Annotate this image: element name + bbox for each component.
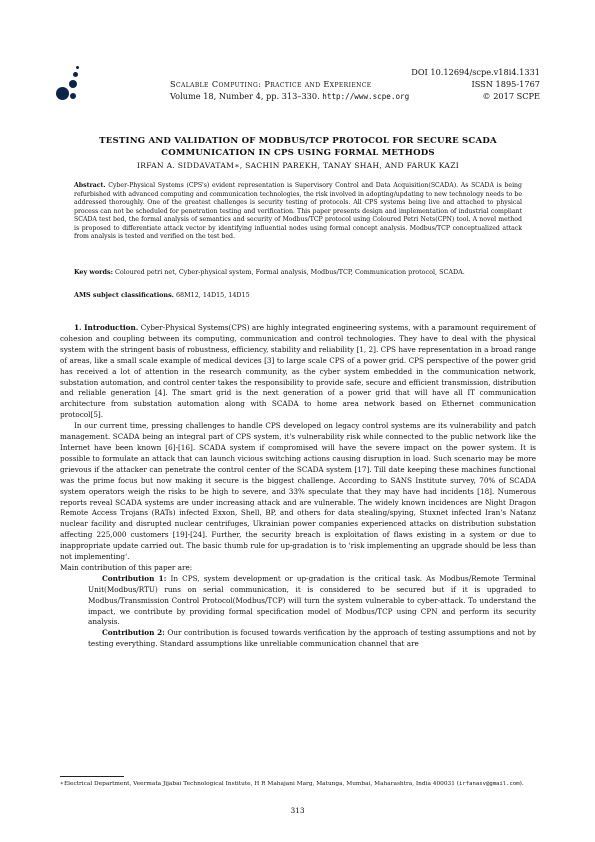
contribution-1 xyxy=(60,574,536,629)
ams-text: 68M12, 14D15, 14D15 xyxy=(175,291,250,299)
section-heading: 1. Introduction. xyxy=(74,323,139,332)
header-doi: DOI 10.12694/scpe.v18i4.1331 xyxy=(411,67,540,77)
section-introduction xyxy=(60,323,536,650)
header-journal: Scalable Computing: Practice and Experience xyxy=(170,79,372,89)
footnote-rule xyxy=(60,776,124,777)
contribution-2 xyxy=(60,628,536,650)
contribution-2-text: Our contribution is focused towards verification by the approach of testing assumptions and not by testing everything. Standard assumptions like unreliable communication channel that are xyxy=(88,628,536,649)
header-url[interactable]: http://www.scpe.org xyxy=(322,92,410,101)
journal-logo-icon xyxy=(56,66,84,102)
abstract-label: Abstract. xyxy=(74,182,106,189)
paper-title xyxy=(60,135,536,159)
title-line-1: TESTING AND VALIDATION OF MODBUS/TCP PROTOCOL FOR SECURE SCADA xyxy=(99,136,497,146)
header-issn: ISSN 1895-1767 xyxy=(471,79,540,89)
intro-paragraph-2: In our current time, pressing challenges to handle CPS developed on legacy control systems are its vulnerability and patch management. SCADA being an integral part of CPS system, it's vulnerability risk while connected to the public network like the Internet have been known [6]-[16]. SCADA system if compromised will have the severe impact on the power system. It is possible to formulate an attack that can launch vicious switching actions causing disruption in load. Such scenario may be more grievous if the attacker can penetrate the control center of the SCADA system [17]. Till date keeping these machines functional was the prime focus but now making it secure is the biggest challenge. According to SANS Institute survey, 70% of SCADA system operators weigh the risks to be high to severe, and 33% speculate that they may have had incidents [18]. Numerous reports reveal SCADA systems are under increasing attack and are vulnerable. The widely known incidences are Night Dragon Remote Access Trojans (RATs) infected Exxon, Shell, BP, and others for data stealing/spying, Stuxnet infected Iran's Natanz nuclear facility and disrupted nuclear centrifuges, Ukrainian power companies experienced attacks on distribution substation affecting 225,000 customers [19]-[24]. Further, the security breach is exploitation of flaws existing in a system or due to inappropriate update carried out. The basic thumb rule for up-gradation is to 'risk implementing an upgrade should be less than not implementing'. xyxy=(60,421,536,562)
footnote-email[interactable]: irfanasv@gmail.com xyxy=(459,781,520,787)
intro-paragraph-1 xyxy=(60,323,536,421)
contributions-lead: Main contribution of this paper are: xyxy=(60,562,193,572)
footnote-tail: ). xyxy=(519,781,524,787)
footnote xyxy=(60,780,536,788)
ams-label: AMS subject classifications. xyxy=(74,291,174,299)
header-volume: Volume 18, Number 4, pp. 313–330. xyxy=(170,91,320,101)
page-number: 313 xyxy=(290,806,305,815)
header-copyright: © 2017 SCPE xyxy=(482,91,540,101)
abstract xyxy=(74,182,522,242)
paper-authors: IRFAN A. SIDDAVATAM∗, SACHIN PAREKH, TANAY SHAH, AND FARUK KAZI xyxy=(136,161,460,170)
ams-classifications xyxy=(74,291,522,300)
abstract-text: Cyber-Physical Systems (CPS's) evident representation is Supervisory Control and Data Acquisition(SCADA). As SCADA is being refurbished with advanced computing and communication technologies, the risk involved in adopting/updating to new technology needs to be addressed thoroughly. One of the greatest challenges is security testing of protocols. All CPS systems being live and attached to physical process can not be scheduled for penetration testing and verification. This paper presents design and implementation of industrial compliant SCADA test bed, the formal analysis of semantics and security of Modbus/TCP protocol using Coloured Petri Nets(CPN) tool. A novel method is proposed to differentiate attack vector by identifying influential nodes using formal concept analysis. Modbus/TCP conceptualized attack from analysis is tested and verified on the test bed. xyxy=(74,182,523,240)
keywords-text: Coloured petri net, Cyber-physical system, Formal analysis, Modbus/TCP, Communication protocol, SCADA. xyxy=(115,268,465,276)
title-line-2: COMMUNICATION IN CPS USING FORMAL METHODS xyxy=(161,148,435,158)
contribution-1-text: In CPS, system development or up-gradation is the critical task. As Modbus/Remote Terminal Unit(Modbus/RTU) runs on serial communication, it is considered to be secured but if it is upgraded to Modbus/Transmission Control Protocol(Modbus/TCP) will turn the system vulnerable to cyber-attack. To understand the impact, we contribute by providing formal specification model of Modbus/TCP using CPN and perform its security analysis. xyxy=(88,573,536,627)
contribution-1-label: Contribution 1: xyxy=(102,573,167,583)
keywords xyxy=(74,268,522,277)
header-volume-line xyxy=(170,90,409,103)
intro-paragraph-1-text: Cyber-Physical Systems(CPS) are highly integrated engineering systems, with a paramount requirement of cohesion and coupling between its computing, communication and control technologies. They have to deal with the physical system with the stringent basis of robustness, efficiency, stability and reliability [1, 2]. CPS have representation in a broad range of areas, like a small scale example of medical devices [3] to large scale CPS of a power grid. CPS perspective of the power grid has received a lot of attention in the research community, as the cyber system embedded in the communication network, substation automation, and control center takes the responsibility to provide safe, secure and efficient transmission, distribution and reliable generation [4]. The smart grid is the next generation of a power grid that will have all IT communication architecture from substation automation along with SCADA to home area network based on Ethernet communication protocol[5]. xyxy=(60,323,536,420)
footnote-text: ∗Electrical Department, Veermata Jijabai Technological Institute, H R Mahajani Marg, Matunga, Mumbai, Maharashtra, India 400031 ( xyxy=(60,781,460,787)
keywords-label: Key words: xyxy=(74,268,113,276)
contribution-2-label: Contribution 2: xyxy=(102,628,165,638)
